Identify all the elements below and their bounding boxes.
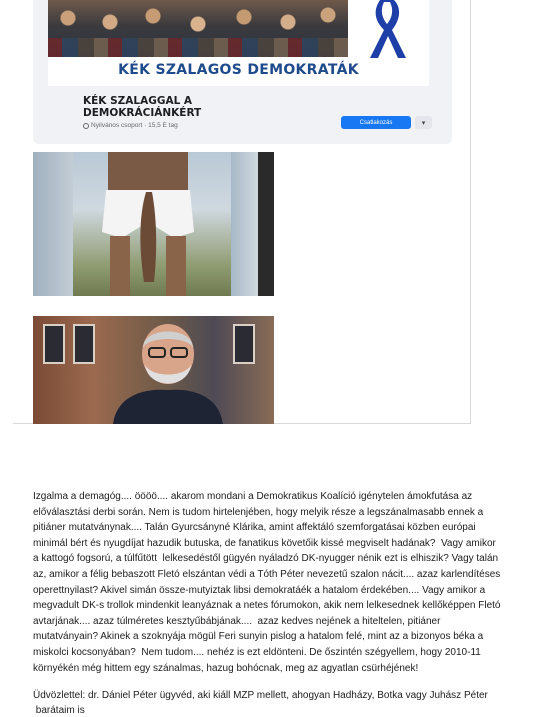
article-line: előválasztási derbi során. Nem is tudom hirtelenjében, hogy melyik része a legszánalmasabb ennek a: [33, 506, 484, 518]
more-options-button[interactable]: ▾: [415, 116, 432, 129]
window-shape: [233, 324, 255, 364]
article-line: operettnyilast? Akivel simán össze-mutyiztak libsi demokratáék a hatalom érdekében.... Vagy amikor a: [33, 584, 486, 596]
article-line: mutatványain? Akinek a szoknyája mögül Feri sunyin pislog a hatalom felé, mint az a bizonyos béka a: [33, 631, 484, 643]
globe-icon: [83, 123, 89, 129]
article-line: Izgalma a demagóg.... öööö.... akarom mondani a Demokratikus Koalíció igénytelen ámokfutása az: [33, 491, 473, 502]
banner-title: KÉK SZALAGOS DEMOKRATÁK: [118, 62, 359, 78]
group-name-line2: DEMOKRÁCIÁNKÉRT: [83, 107, 202, 119]
signature-line: barátaim is: [33, 705, 85, 716]
group-name-line1: KÉK SZALAGGAL A: [83, 95, 193, 107]
article-line: megvadult DK-s trollok mindenkit leanyáznak a netes fórumokon, akik nem lelkesednek kellőképpen Fletó: [33, 600, 501, 612]
article-line: minimál bért és nyugdíjat hazudik butuska, de fanatikus követőik kissé megviselt hadának? Vagy amikor: [33, 537, 496, 549]
article-line: miskolci kocsonyában? Nem tudom.... nehéz is ezt eldönteni. De őszintén szégyellem, hogy 2010-11: [33, 646, 481, 658]
man-in-underwear-photo: [33, 152, 274, 296]
signature-line: Üdvözlettel: dr. Dániel Péter ügyvéd, aki kiáll MZP mellett, ahogyan Hadházy, Botka vagy Juhász Péter: [33, 690, 488, 701]
bearded-man-portrait-photo: [33, 316, 274, 424]
background-person-left: [33, 152, 73, 296]
article-line: avtarjának.... azaz túlméretes kesztyűbábjának.... azaz kedves nejének a hiteltelen, pitiáner: [33, 615, 441, 627]
article-line: a kattogó fogsorú, a túlfűtött lelkesedéstől gügyén nyáladzó DK-nyugger nénik ezt is elhiszik? Vagy talán: [33, 553, 499, 565]
blue-ribbon-icon: [366, 0, 406, 60]
group-name[interactable]: [83, 95, 283, 119]
group-meta-text: Nyilvános csoport · 15,5 E tag: [91, 122, 178, 129]
join-group-button[interactable]: Csatlakozás: [341, 116, 411, 129]
window-shape: [73, 324, 95, 364]
crowd-detail: [48, 38, 348, 57]
window-shape: [43, 324, 65, 364]
article-line: pitiáner mutatványnak.... Talán Gyurcsányné Klárika, amint affektáló szemforgatásai közben európai: [33, 522, 476, 534]
article-line: környékén még hittem egy szánalmas, hazug bohócnak, meg az agyatlan csürhéjének!: [33, 662, 419, 674]
background-person-right: [231, 152, 259, 296]
article-line: az, amikor a félig bebaszott Fletó elszántan védi a Tóth Péter nevezetű szalon nácit.... azaz karlendítéses: [33, 568, 501, 580]
photo-edge: [258, 152, 274, 296]
signature: [33, 688, 530, 717]
portrait-figure: [113, 318, 223, 424]
group-cover-banner: [48, 0, 429, 86]
article-body: [33, 489, 530, 676]
figure-silhouette: [88, 152, 208, 296]
group-meta: [83, 122, 178, 129]
